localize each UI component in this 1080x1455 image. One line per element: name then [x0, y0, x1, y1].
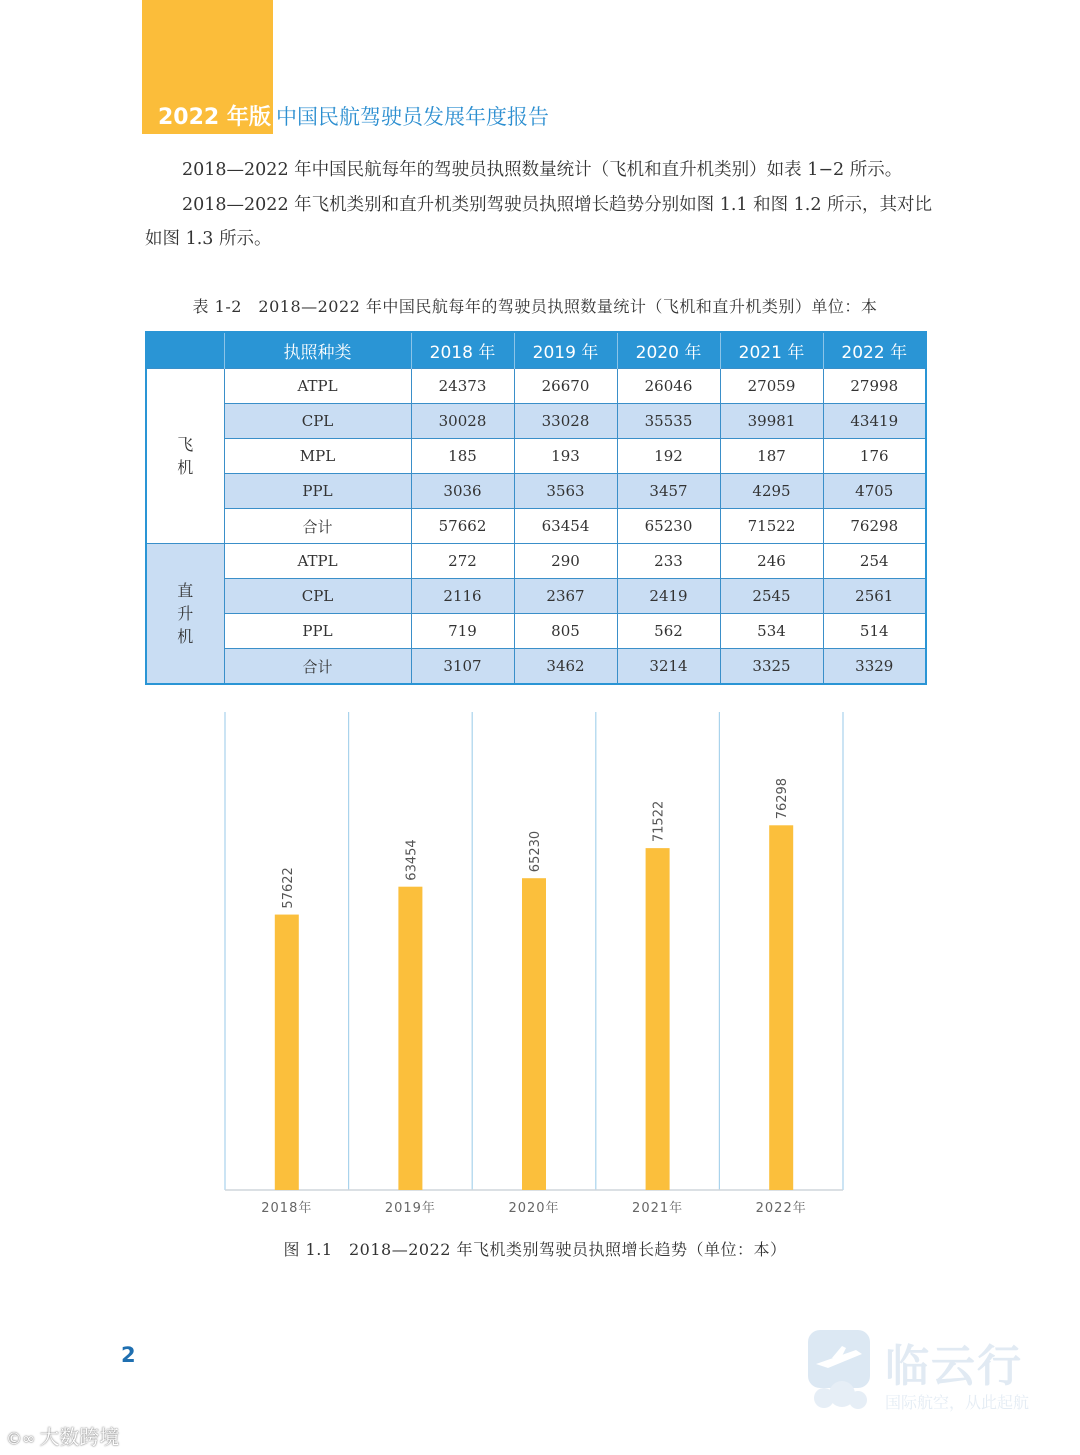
table-cell: 719 — [411, 614, 514, 649]
table-license-kind: ATPL — [224, 369, 411, 404]
table-license-kind: PPL — [224, 474, 411, 509]
table-group-text: 直升机 — [177, 581, 194, 646]
intro-paragraph — [145, 153, 935, 257]
table-cell: 2367 — [514, 579, 617, 614]
chart-bar — [275, 915, 299, 1190]
table-cell: 246 — [720, 544, 823, 579]
table-cell: 63454 — [514, 509, 617, 544]
chart-bar — [646, 848, 670, 1190]
table-cell: 3462 — [514, 649, 617, 685]
table-row — [146, 369, 926, 404]
table-cell: 2419 — [617, 579, 720, 614]
table-cell: 3325 — [720, 649, 823, 685]
table-header-corner — [146, 332, 224, 369]
table-cell: 26670 — [514, 369, 617, 404]
table-license-kind: PPL — [224, 614, 411, 649]
table-cell: 187 — [720, 439, 823, 474]
watermark-bottom — [6, 1421, 119, 1450]
table-cell: 27998 — [823, 369, 926, 404]
table-license-kind: 合计 — [224, 649, 411, 685]
edition-label: 2022 年版 — [158, 105, 271, 130]
intro-line-1: 2018—2022 年中国民航每年的驾驶员执照数量统计（飞机和直升机类别）如表 1−2 所示。 — [182, 160, 903, 180]
table-license-kind: 合计 — [224, 509, 411, 544]
table-cell: 65230 — [617, 509, 720, 544]
table-cell: 3036 — [411, 474, 514, 509]
table-row — [146, 474, 926, 509]
chart-tick-label: 2018年 — [261, 1201, 313, 1216]
chart-bar — [522, 878, 546, 1190]
table-row — [146, 439, 926, 474]
table-cell: 272 — [411, 544, 514, 579]
table-header-cell: 2019 年 — [514, 332, 617, 369]
table-cell: 27059 — [720, 369, 823, 404]
table-cell: 2116 — [411, 579, 514, 614]
chart-data-label: 63454 — [404, 839, 420, 881]
intro-line-2: 2018—2022 年飞机类别和直升机类别驾驶员执照增长趋势分别如图 1.1 和图 1.2 所示，其对比如图 1.3 所示。 — [145, 194, 933, 249]
table-license-kind: CPL — [224, 404, 411, 439]
table-group-label — [146, 544, 224, 685]
bar-chart-svg — [200, 710, 860, 1230]
table-cell: 3457 — [617, 474, 720, 509]
table-header-cell: 执照种类 — [224, 332, 411, 369]
table-cell: 30028 — [411, 404, 514, 439]
chart-data-label: 65230 — [528, 830, 543, 873]
table-cell: 2545 — [720, 579, 823, 614]
table-cell: 233 — [617, 544, 720, 579]
table-cell: 805 — [514, 614, 617, 649]
table-header-row — [146, 332, 926, 369]
table-cell: 57662 — [411, 509, 514, 544]
watermark-mark-icon: ©∞ — [6, 1429, 36, 1448]
table-cell: 3329 — [823, 649, 926, 685]
chart-data-label: 57622 — [280, 867, 296, 909]
table-row — [146, 509, 926, 544]
table-cell: 534 — [720, 614, 823, 649]
chart-bar — [769, 825, 793, 1190]
chart-bar — [398, 887, 422, 1190]
table-row — [146, 544, 926, 579]
table-group-text: 飞机 — [177, 435, 194, 477]
table-cell: 2561 — [823, 579, 926, 614]
table-caption: 表 1-2 2018—2022 年中国民航每年的驾驶员执照数量统计（飞机和直升机类别）单位：本 — [192, 297, 878, 316]
table-cell: 3214 — [617, 649, 720, 685]
table-row — [146, 614, 926, 649]
chart-tick-label: 2022年 — [755, 1201, 807, 1216]
table-cell: 39981 — [720, 404, 823, 439]
table-cell: 33028 — [514, 404, 617, 439]
table-header-cell: 2022 年 — [823, 332, 926, 369]
table-license-kind: ATPL — [224, 544, 411, 579]
table-cell: 3563 — [514, 474, 617, 509]
license-table — [145, 331, 927, 685]
table-header-cell: 2021 年 — [720, 332, 823, 369]
table-cell: 26046 — [617, 369, 720, 404]
chart-tick-label: 2019年 — [384, 1201, 436, 1216]
table-cell: 43419 — [823, 404, 926, 439]
page-number: 2 — [121, 1343, 136, 1367]
table-header-cell: 2018 年 — [411, 332, 514, 369]
table-cell: 193 — [514, 439, 617, 474]
table-body — [146, 369, 926, 685]
table-cell: 176 — [823, 439, 926, 474]
bar-chart — [200, 710, 860, 1230]
table-cell: 24373 — [411, 369, 514, 404]
table-cell: 514 — [823, 614, 926, 649]
table-row — [146, 404, 926, 439]
table-cell: 4705 — [823, 474, 926, 509]
report-title: 中国民航驾驶员发展年度报告 — [276, 105, 549, 129]
figure-caption: 图 1.1 2018—2022 年飞机类别驾驶员执照增长趋势（单位：本） — [283, 1240, 787, 1259]
table-cell: 290 — [514, 544, 617, 579]
watermark-slogan: 国际航空，从此起航 — [885, 1393, 1030, 1412]
table-cell: 71522 — [720, 509, 823, 544]
table-license-kind: CPL — [224, 579, 411, 614]
chart-tick-label: 2020年 — [508, 1201, 560, 1216]
table-group-label — [146, 369, 224, 544]
table-row — [146, 579, 926, 614]
chart-data-label: 71522 — [651, 800, 667, 843]
table-cell: 4295 — [720, 474, 823, 509]
watermark-logo-icon — [806, 1328, 872, 1412]
watermark-brand: 临云行 — [885, 1341, 1023, 1392]
table-license-kind: MPL — [224, 439, 411, 474]
table-cell: 562 — [617, 614, 720, 649]
table-row — [146, 649, 926, 685]
table-cell: 3107 — [411, 649, 514, 685]
table-cell: 76298 — [823, 509, 926, 544]
table-cell: 254 — [823, 544, 926, 579]
table-cell: 185 — [411, 439, 514, 474]
table-header-cell: 2020 年 — [617, 332, 720, 369]
chart-data-label: 76298 — [775, 777, 791, 820]
watermark-bottom-text: 大数跨境 — [39, 1425, 120, 1449]
table-cell: 35535 — [617, 404, 720, 439]
chart-tick-label: 2021年 — [632, 1201, 684, 1216]
table-cell: 192 — [617, 439, 720, 474]
